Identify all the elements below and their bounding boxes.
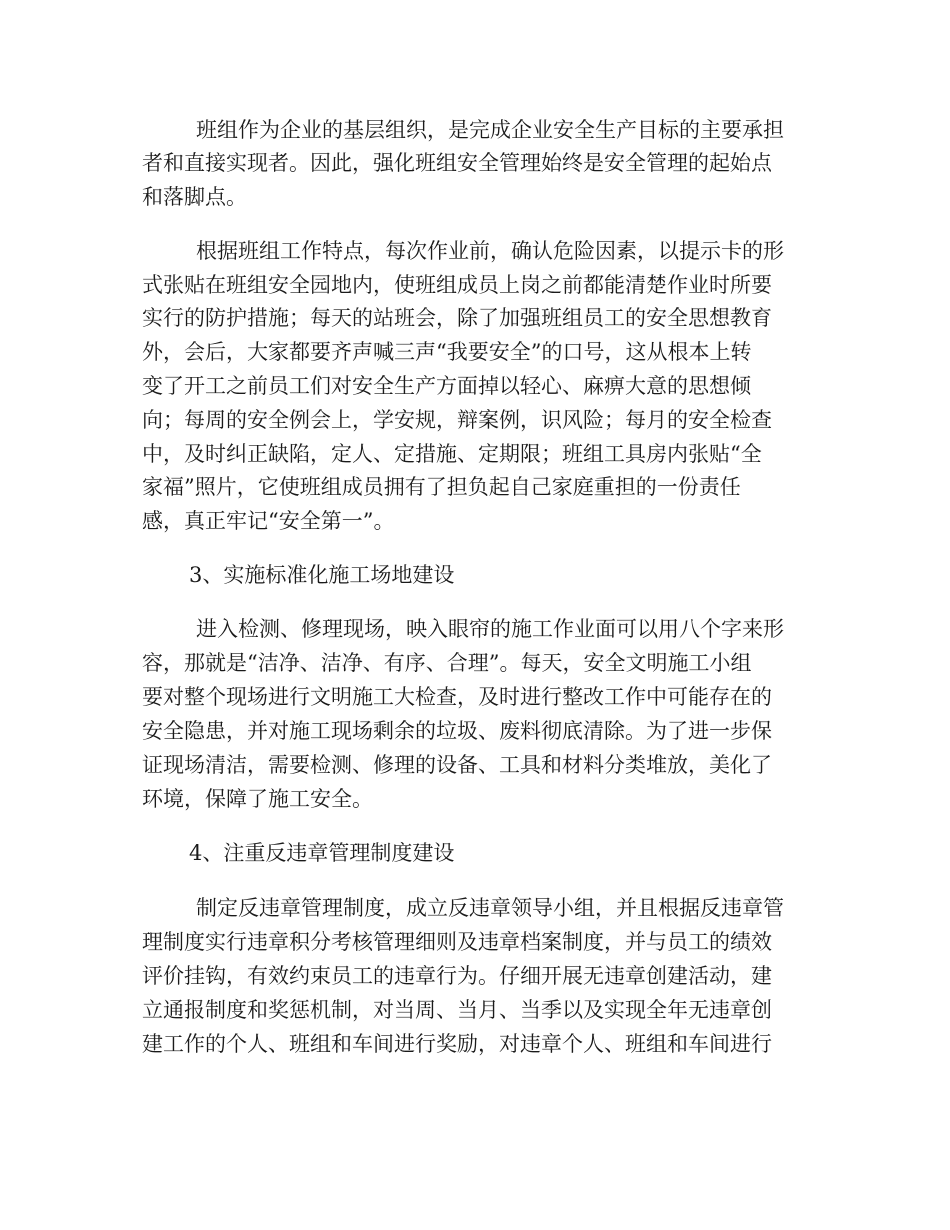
paragraph-line: 证现场清洁，需要检测、修理的设备、工具和材料分类堆放，美化了 bbox=[142, 753, 772, 777]
paragraph-line: 班组作为企业的基层组织，是完成企业安全生产目标的主要承担 bbox=[196, 118, 784, 142]
section-heading: 4、注重反违章管理制度建设 bbox=[189, 841, 455, 865]
paragraph-line: 进入检测、修理现场，映入眼帘的施工作业面可以用八个字来形 bbox=[196, 617, 784, 641]
paragraph-line: 感，真正牢记“安全第一”。 bbox=[142, 509, 395, 533]
paragraph-line: 和落脚点。 bbox=[142, 185, 247, 209]
paragraph-line: 者和直接实现者。因此，强化班组安全管理始终是安全管理的起始点 bbox=[142, 151, 772, 175]
paragraph-line: 制定反违章管理制度，成立反违章领导小组，并且根据反违章管 bbox=[196, 896, 784, 920]
paragraph-line: 家福”照片，它使班组成员拥有了担负起自己家庭重担的一份责任 bbox=[142, 475, 741, 499]
paragraph-line: 安全隐患，并对施工现场剩余的垃圾、废料彻底清除。为了进一步保 bbox=[142, 719, 772, 743]
paragraph-line: 容，那就是“洁净、洁净、有序、合理”。每天，安全文明施工小组 bbox=[142, 651, 752, 675]
paragraph-line: 环境，保障了施工安全。 bbox=[142, 787, 373, 811]
paragraph-line: 建工作的个人、班组和车间进行奖励，对违章个人、班组和车间进行 bbox=[142, 1032, 772, 1056]
paragraph-line: 立通报制度和奖惩机制，对当周、当月、当季以及实现全年无违章创 bbox=[142, 998, 772, 1022]
paragraph-line: 中，及时纠正缺陷，定人、定措施、定期限；班组工具房内张贴“全 bbox=[142, 442, 762, 466]
paragraph-line: 评价挂钩，有效约束员工的违章行为。仔细开展无违章创建活动，建 bbox=[142, 964, 772, 988]
paragraph-line: 根据班组工作特点，每次作业前，确认危险因素，以提示卡的形 bbox=[196, 239, 784, 263]
paragraph-line: 变了开工之前员工们对安全生产方面掉以轻心、麻痹大意的思想倾 bbox=[142, 374, 751, 398]
section-heading: 3、实施标准化施工场地建设 bbox=[189, 563, 455, 587]
paragraph-line: 外，会后，大家都要齐声喊三声“我要安全”的口号，这从根本上转 bbox=[142, 340, 752, 364]
paragraph-line: 式张贴在班组安全园地内，使班组成员上岗之前都能清楚作业时所要 bbox=[142, 273, 772, 297]
paragraph-line: 实行的防护措施；每天的站班会，除了加强班组员工的安全思想教育 bbox=[142, 306, 772, 330]
paragraph-line: 理制度实行违章积分考核管理细则及违章档案制度，并与员工的绩效 bbox=[142, 930, 772, 954]
paragraph-line: 要对整个现场进行文明施工大检查，及时进行整改工作中可能存在的 bbox=[142, 685, 772, 709]
paragraph-line: 向；每周的安全例会上，学安规，辩案例，识风险；每月的安全检查 bbox=[142, 408, 772, 432]
